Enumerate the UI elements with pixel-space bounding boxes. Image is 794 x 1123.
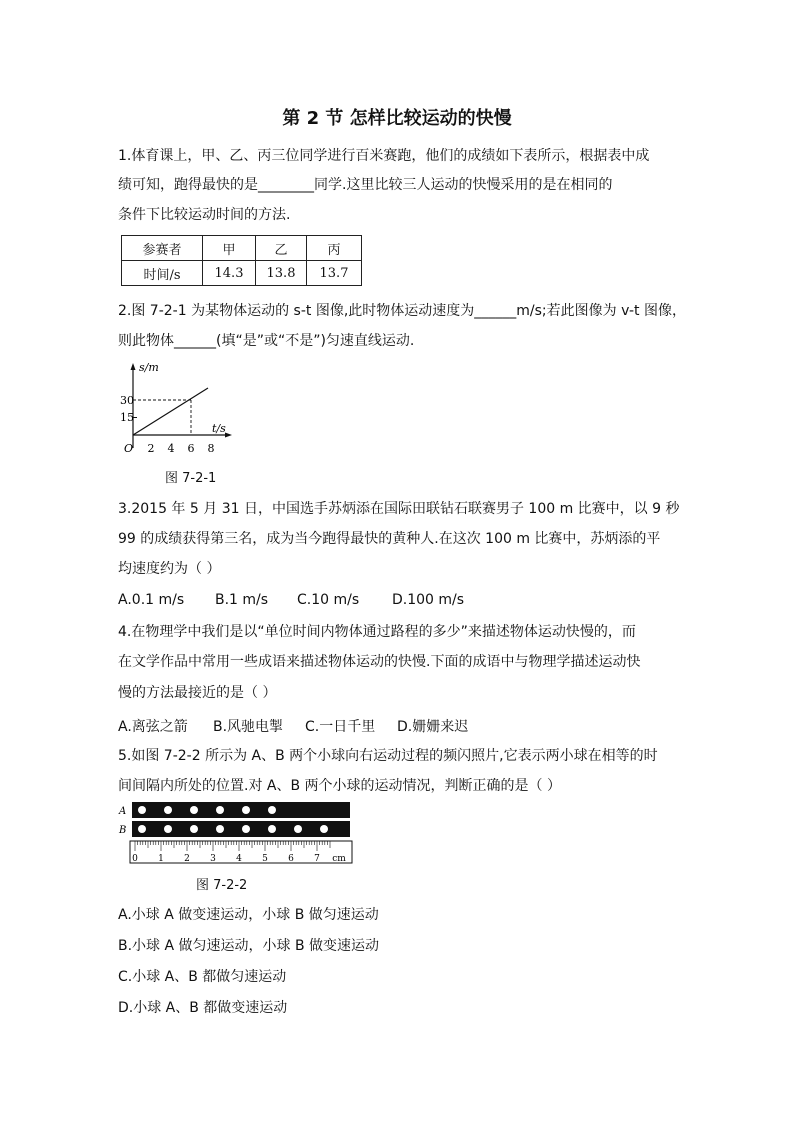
q5-option-b: B.小球 A 做匀速运动，小球 B 做变速运动 — [118, 938, 380, 954]
x-tick-label: 4 — [167, 442, 175, 455]
ruler-number: 0 — [132, 854, 138, 864]
x-axis-arrow — [225, 433, 232, 438]
q5-option-a: A.小球 A 做变速运动，小球 B 做匀速运动 — [118, 907, 379, 923]
ball-b-position — [320, 825, 328, 833]
ball-b-position — [242, 825, 250, 833]
figure-caption-7-2-1: 图 7-2-1 — [165, 471, 217, 486]
ball-a-position — [190, 806, 198, 814]
ball-b-position — [138, 825, 146, 833]
q5-option-c: C.小球 A、B 都做匀速运动 — [118, 969, 287, 985]
table-cell: 13.8 — [256, 261, 307, 286]
table-cell: 甲 — [203, 236, 256, 261]
x-tick-label: 2 — [147, 442, 155, 455]
y-tick-label: 15 — [120, 411, 134, 424]
q5-line-1: 5.如图 7-2-2 所示为 A、B 两个小球向右运动过程的频闪照片,它表示两小球在相等的时 — [118, 748, 658, 764]
table-cell: 14.3 — [203, 261, 256, 286]
ruler-unit: cm — [332, 854, 346, 864]
q4-line-2: 在文学作品中常用一些成语来描述物体运动的快慢.下面的成语中与物理学描述运动快 — [118, 654, 641, 670]
ball-b-position — [190, 825, 198, 833]
ball-a-position — [138, 806, 146, 814]
page-title: 第 2 节 怎样比较运动的快慢 — [282, 108, 512, 129]
table-row — [122, 261, 362, 286]
y-axis-label: s/m — [139, 361, 159, 374]
ball-a-position — [242, 806, 250, 814]
s-t-graph — [112, 360, 242, 460]
q3-line-1: 3.2015 年 5 月 31 日，中国选手苏炳添在国际田联钻石联赛男子 100 m 比赛中，以 9 秒 — [118, 501, 680, 517]
ball-a-label: A — [119, 806, 127, 817]
q3-line-3: 均速度约为（ ） — [118, 561, 221, 577]
ball-b-label: B — [119, 825, 127, 836]
q4-option-a: A.离弦之箭 — [118, 719, 188, 735]
q4-option-b: B.风驰电掣 — [213, 719, 284, 735]
ball-a-position — [268, 806, 276, 814]
ruler-number: 4 — [236, 854, 242, 864]
q4-line-3: 慢的方法最接近的是（ ） — [118, 685, 277, 701]
ball-a-position — [216, 806, 224, 814]
ruler-number: 1 — [158, 854, 164, 864]
x-tick-label: 6 — [187, 442, 195, 455]
q3-option-b: B.1 m/s — [215, 592, 269, 608]
y-axis-arrow — [131, 363, 136, 370]
ruler-number: 6 — [288, 854, 294, 864]
ball-b-position — [164, 825, 172, 833]
q4-option-c: C.一日千里 — [305, 719, 376, 735]
x-tick-label: 8 — [207, 442, 215, 455]
ruler-number: 7 — [314, 854, 320, 864]
q2-line-1: 2.图 7-2-1 为某物体运动的 s-t 图像,此时物体运动速度为______m/s;若此图像为 v-t 图像， — [118, 303, 686, 319]
q5-option-d: D.小球 A、B 都做变速运动 — [118, 1000, 288, 1016]
q2-line-2: 则此物体______(填“是”或“不是”)匀速直线运动. — [118, 333, 415, 349]
q4-line-1: 4.在物理学中我们是以“单位时间内物体通过路程的多少”来描述物体运动快慢的，而 — [118, 624, 636, 640]
ball-b-position — [294, 825, 302, 833]
q5-line-2: 间间隔内所处的位置.对 A、B 两个小球的运动情况，判断正确的是（ ） — [118, 778, 561, 794]
table-header-row — [122, 236, 362, 261]
table-cell: 时间/s — [122, 261, 203, 286]
ruler-number: 3 — [210, 854, 216, 864]
q3-option-c: C.10 m/s — [297, 592, 360, 608]
q1-line-2: 绩可知，跑得最快的是________同学.这里比较三人运动的快慢采用的是在相同的 — [118, 177, 613, 193]
ball-b-position — [268, 825, 276, 833]
ruler-number: 5 — [262, 854, 268, 864]
q3-option-a: A.0.1 m/s — [118, 592, 185, 608]
table-cell: 13.7 — [307, 261, 362, 286]
ruler-number: 2 — [184, 854, 190, 864]
y-tick-label: 30 — [120, 394, 134, 407]
q1-score-table — [121, 235, 362, 286]
q4-option-d: D.姗姗来迟 — [397, 719, 469, 735]
ball-b-position — [216, 825, 224, 833]
ball-a-position — [164, 806, 172, 814]
figure-caption-7-2-2: 图 7-2-2 — [196, 878, 248, 893]
q3-option-d: D.100 m/s — [392, 592, 465, 608]
table-cell: 丙 — [307, 236, 362, 261]
q3-line-2: 99 的成绩获得第三名，成为当今跑得最快的黄种人.在这次 100 m 比赛中，苏炳添的平 — [118, 531, 661, 547]
q1-line-3: 条件下比较运动时间的方法. — [118, 207, 291, 223]
data-line — [133, 388, 208, 435]
strobe-photo-figure — [115, 800, 355, 866]
table-cell: 参赛者 — [122, 236, 203, 261]
x-axis-label: t/s — [212, 422, 226, 435]
table-cell: 乙 — [256, 236, 307, 261]
q1-line-1: 1.体育课上，甲、乙、丙三位同学进行百米赛跑，他们的成绩如下表所示，根据表中成 — [118, 148, 650, 164]
origin-label: O — [124, 442, 134, 455]
